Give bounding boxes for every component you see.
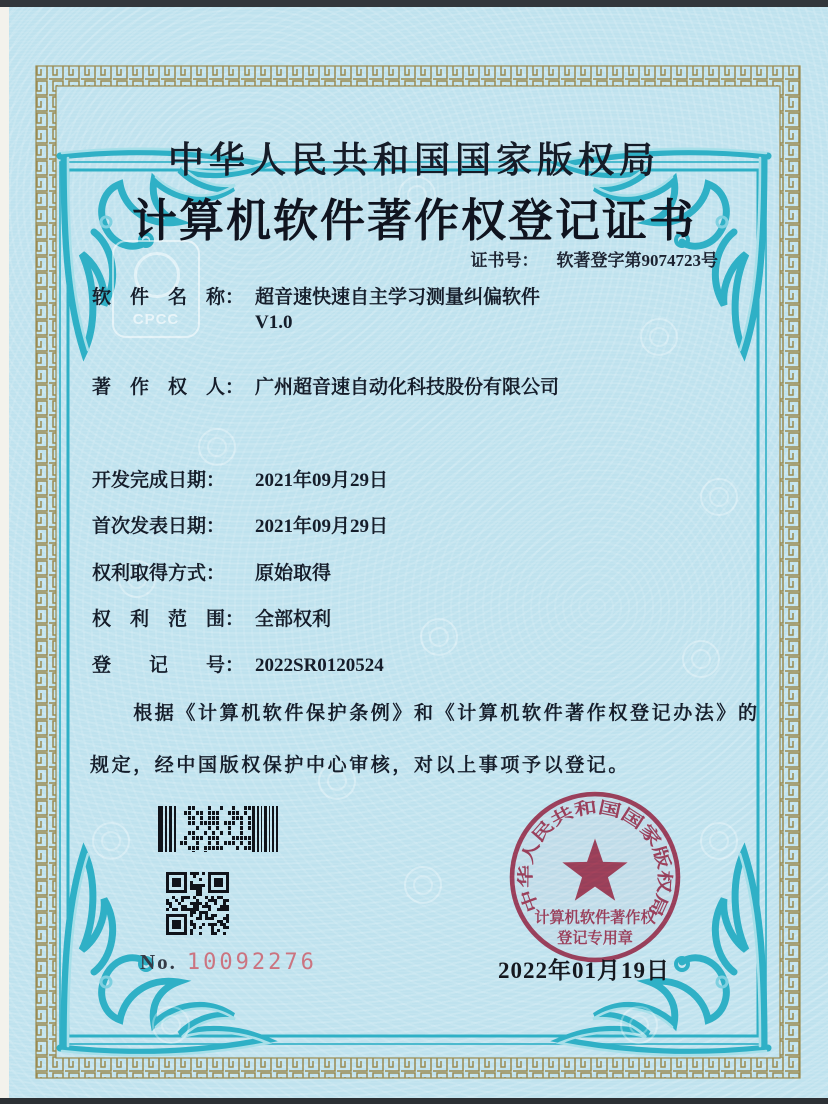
official-stamp (508, 790, 682, 964)
field-row-rights-scope (92, 604, 331, 631)
field-value: 原始取得 (255, 563, 332, 584)
field-row-rights-acquisition (92, 558, 331, 585)
scan-edge-left (0, 7, 9, 1098)
field-label: 权 利 范 围： (92, 609, 245, 630)
software-version-line: V1.0 (255, 312, 293, 333)
serial-number: 10092276 (186, 950, 317, 975)
watermark-ring (198, 428, 236, 466)
field-label: 软 件 名 称： (92, 287, 245, 308)
watermark-ring (92, 822, 130, 860)
stamp-line-1: 计算机软件著作权 (534, 909, 656, 927)
field-label: 首次发表日期： (92, 516, 226, 537)
field-row-registration-number (92, 650, 384, 677)
field-label: 开发完成日期： (92, 470, 226, 491)
cert-number-line (471, 246, 719, 271)
cert-number-value: 软著登字第9074723号 (556, 251, 718, 270)
issue-date: 2022年01月19日 (498, 958, 670, 983)
watermark-ring (404, 866, 442, 904)
watermark-ring (620, 1006, 658, 1044)
watermark-ring (152, 1006, 190, 1044)
field-value: 广州超音速自动化科技股份有限公司 (255, 377, 560, 398)
watermark-ring (420, 618, 458, 656)
scan-edge-top (0, 0, 828, 7)
field-row-dev-complete-date (92, 465, 388, 492)
field-label: 权利取得方式： (92, 563, 226, 584)
cpcc-watermark-label: CPCC (132, 311, 180, 328)
field-label: 登 记 号： (92, 655, 245, 676)
field-value: 2022SR0120524 (255, 655, 384, 676)
watermark-ring (640, 318, 678, 356)
authority-title: 中华人民共和国国家版权局 (167, 140, 660, 180)
field-value: 超音速快速自主学习测量纠偏软件 (255, 287, 541, 308)
stamp-ring-text: 中华人民共和国国家版权局 (516, 797, 675, 915)
field-value: 全部权利 (255, 609, 332, 630)
cert-number-label: 证书号： (470, 251, 539, 270)
field-value: 2021年09月29日 (255, 516, 389, 537)
serial-line (140, 950, 317, 975)
statement-line-2: 规定，经中国版权保护中心审核，对以上事项予以登记。 (90, 755, 631, 776)
watermark-ring (700, 822, 738, 860)
certificate-title: 计算机软件著作权登记证书 (131, 196, 696, 246)
statement-line-1: 根据《计算机软件保护条例》和《计算机软件著作权登记办法》的 (90, 703, 760, 724)
field-row-software-name (92, 282, 540, 309)
field-label: 著 作 权 人： (92, 377, 245, 398)
stamp-line-2: 登记专用章 (557, 929, 633, 947)
barcode-image (158, 806, 278, 852)
serial-prefix: No. (140, 950, 177, 974)
watermark-ring (682, 640, 720, 678)
field-row-copyright-holder (92, 372, 559, 399)
scan-edge-bottom (0, 1098, 828, 1104)
watermark-ring (700, 478, 738, 516)
field-value: 2021年09月29日 (255, 470, 389, 491)
field-row-first-publish-date (92, 511, 388, 538)
qr-code-image (166, 872, 230, 936)
